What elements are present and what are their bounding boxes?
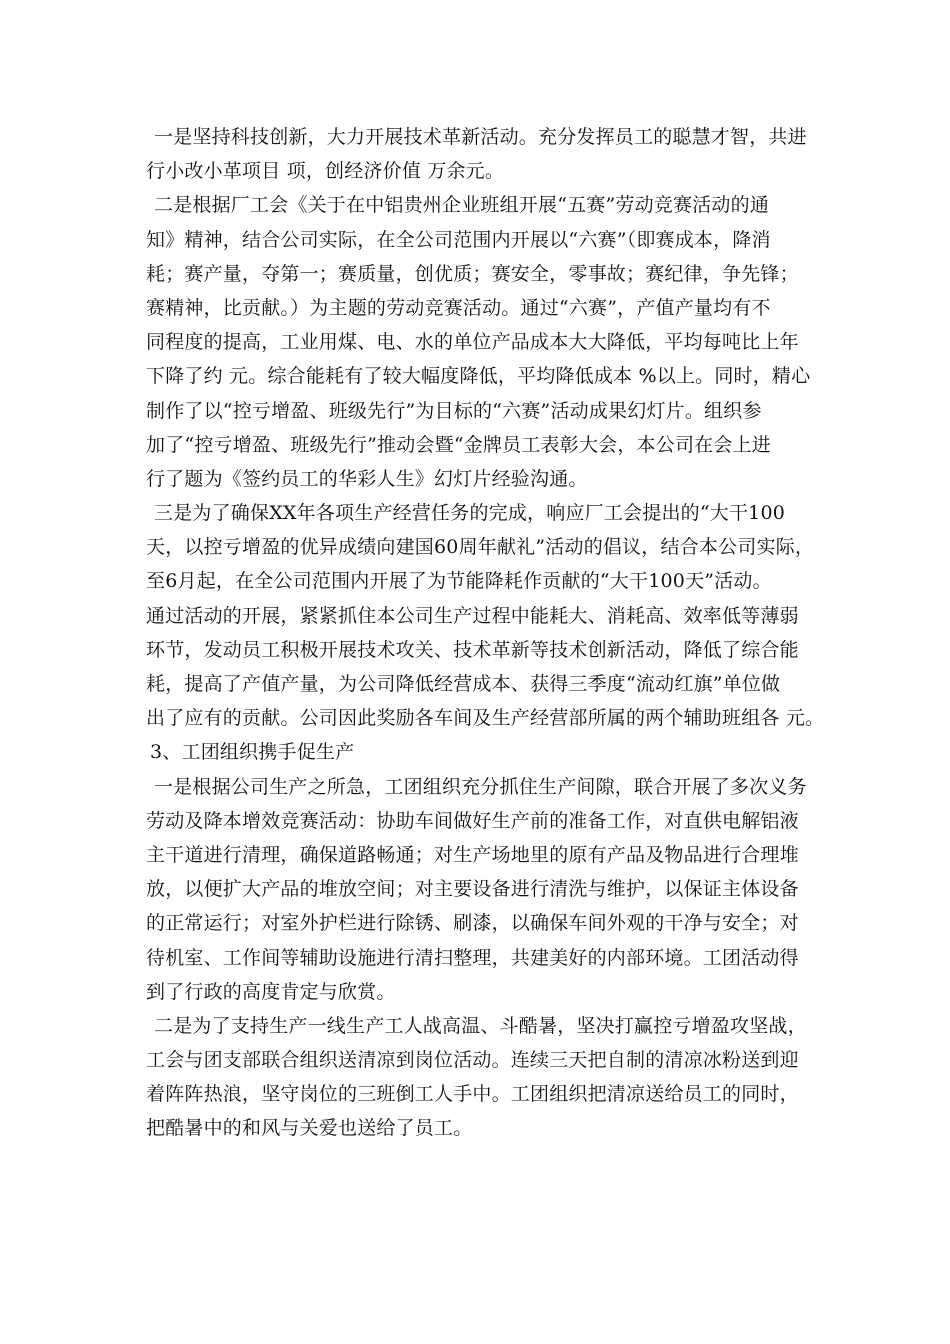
text-line: 二是根据厂工会《关于在中铝贵州企业班组开展“五赛”劳动竞赛活动的通 <box>154 194 770 217</box>
text-line: 的正常运行；对室外护栏进行除锈、刷漆，以确保车间外观的干净与安全；对 <box>146 912 799 935</box>
text-line: 把酷暑中的和风与关爱也送给了员工。 <box>146 1117 473 1140</box>
text-line: 通过活动的开展，紧紧抓住本公司生产过程中能耗大、消耗高、效率低等薄弱 <box>146 604 799 627</box>
text-line: 放，以便扩大产品的堆放空间；对主要设备进行清洗与维护，以保证主体设备 <box>146 878 799 901</box>
document-body <box>146 120 836 1146</box>
text-line: 二是为了支持生产一线生产工人战高温、斗酷暑，坚决打赢控亏增盈攻坚战， <box>154 1014 807 1037</box>
text-line: 一是坚持科技创新，大力开展技术革新活动。充分发挥员工的聪慧才智，共进 <box>154 126 807 148</box>
text-line: 到了行政的高度肯定与欣赏。 <box>146 980 396 1003</box>
text-line: 知》精神，结合公司实际，在全公司范围内开展以“六赛”（即赛成本，降消 <box>146 228 771 251</box>
text-line: 劳动及降本增效竞赛活动：协助车间做好生产前的准备工作，对直供电解铝液 <box>146 809 799 832</box>
text-line: 至6月起，在全公司范围内开展了为节能降耗作贡献的“大干100天”活动。 <box>146 570 772 593</box>
text-line: 耗，提高了产值产量，为公司降低经营成本、获得三季度“流动红旗”单位做 <box>146 673 781 695</box>
text-line: 同程度的提高，工业用煤、电、水的单位产品成本大大降低，平均每吨比上年 <box>146 331 799 354</box>
text-line: 天，以控亏增盈的优异成绩向建国60周年献礼”活动的倡议，结合本公司实际， <box>146 536 815 559</box>
text-line: 行了题为《签约员工的华彩人生》幻灯片经验沟通。 <box>146 467 588 490</box>
text-line: 待机室、工作间等辅助设施进行清扫整理，共建美好的内部环境。工团活动得 <box>146 946 799 969</box>
text-line: 着阵阵热浪，坚守岗位的三班倒工人手中。工团组织把清凉送给员工的同时， <box>146 1083 799 1106</box>
text-line: 出了应有的贡献。公司因此奖励各车间及生产经营部所属的两个辅助班组各 元。 <box>146 707 825 730</box>
text-line: 耗；赛产量，夺第一；赛质量，创优质；赛安全，零事故；赛纪律，争先锋； <box>146 262 799 285</box>
text-line: 下降了约 元。综合能耗有了较大幅度降低，平均降低成本 %以上。同时，精心 <box>146 365 811 388</box>
text-line: 行小改小革项目 项，创经济价值 万余元。 <box>146 160 505 183</box>
text-line: 三是为了确保XX年各项生产经营任务的完成，响应厂工会提出的“大干100 <box>154 502 786 525</box>
text-line: 工会与团支部联合组织送清凉到岗位活动。连续三天把自制的清凉冰粉送到迎 <box>146 1049 799 1072</box>
text-line: 赛精神，比贡献。）为主题的劳动竞赛活动。通过“六赛”，产值产量均有不 <box>146 296 771 319</box>
text-line: 环节，发动员工积极开展技术攻关、技术革新等技术创新活动，降低了综合能 <box>146 638 799 661</box>
text-line: 制作了以“控亏增盈、班级先行”为目标的“六赛”活动成果幻灯片。组织参 <box>146 399 762 422</box>
section-heading: 3、工团组织携手促生产 <box>150 741 355 764</box>
text-line: 加了“控亏增盈、班级先行”推动会暨“金牌员工表彰大会，本公司在会上进 <box>146 433 771 456</box>
text-line: 主干道进行清理，确保道路畅通；对生产场地里的原有产品及物品进行合理堆 <box>146 843 799 866</box>
text-line: 一是根据公司生产之所急，工团组织充分抓住生产间隙，联合开展了多次义务 <box>154 775 807 798</box>
